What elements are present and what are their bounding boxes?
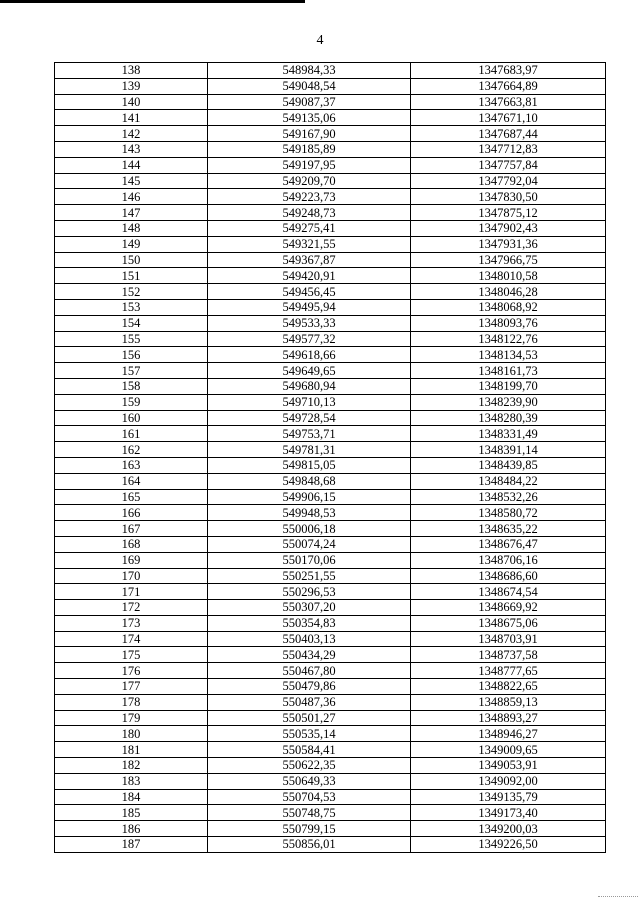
x-coordinate-cell: 550501,27: [208, 710, 411, 726]
point-number-cell: 151: [55, 268, 208, 284]
y-coordinate-cell: 1348391,14: [411, 442, 606, 458]
x-coordinate-cell: 550074,24: [208, 536, 411, 552]
x-coordinate-cell: 549906,15: [208, 489, 411, 505]
table-row: [55, 679, 606, 695]
table-row: [55, 315, 606, 331]
y-coordinate-cell: 1347757,84: [411, 157, 606, 173]
y-coordinate-cell: 1347671,10: [411, 110, 606, 126]
x-coordinate-cell: 549185,89: [208, 141, 411, 157]
y-coordinate-cell: 1348777,65: [411, 663, 606, 679]
point-number-cell: 156: [55, 347, 208, 363]
point-number-cell: 155: [55, 331, 208, 347]
x-coordinate-cell: 549223,73: [208, 189, 411, 205]
x-coordinate-cell: 550307,20: [208, 600, 411, 616]
table-row: [55, 378, 606, 394]
x-coordinate-cell: 549275,41: [208, 220, 411, 236]
x-coordinate-cell: 550403,13: [208, 631, 411, 647]
y-coordinate-cell: 1347683,97: [411, 63, 606, 79]
x-coordinate-cell: 550856,01: [208, 837, 411, 853]
y-coordinate-cell: 1348706,16: [411, 552, 606, 568]
point-number-cell: 161: [55, 426, 208, 442]
x-coordinate-cell: 550354,83: [208, 615, 411, 631]
point-number-cell: 181: [55, 742, 208, 758]
x-coordinate-cell: 549495,94: [208, 299, 411, 315]
coordinates-table: [54, 62, 606, 853]
point-number-cell: 142: [55, 126, 208, 142]
table-row: [55, 331, 606, 347]
x-coordinate-cell: 549753,71: [208, 426, 411, 442]
y-coordinate-cell: 1348737,58: [411, 647, 606, 663]
table-row: [55, 94, 606, 110]
x-coordinate-cell: 550296,53: [208, 584, 411, 600]
y-coordinate-cell: 1347931,36: [411, 236, 606, 252]
table-row: [55, 236, 606, 252]
x-coordinate-cell: 549649,65: [208, 363, 411, 379]
y-coordinate-cell: 1349092,00: [411, 773, 606, 789]
point-number-cell: 184: [55, 789, 208, 805]
table-row: [55, 663, 606, 679]
y-coordinate-cell: 1348093,76: [411, 315, 606, 331]
y-coordinate-cell: 1348676,47: [411, 536, 606, 552]
table-row: [55, 394, 606, 410]
y-coordinate-cell: 1349226,50: [411, 837, 606, 853]
y-coordinate-cell: 1348161,73: [411, 363, 606, 379]
table-row: [55, 521, 606, 537]
table-row: [55, 742, 606, 758]
point-number-cell: 140: [55, 94, 208, 110]
table-row: [55, 410, 606, 426]
x-coordinate-cell: 549197,95: [208, 157, 411, 173]
table-row: [55, 710, 606, 726]
y-coordinate-cell: 1348046,28: [411, 284, 606, 300]
table-row: [55, 568, 606, 584]
point-number-cell: 185: [55, 805, 208, 821]
table-row: [55, 268, 606, 284]
y-coordinate-cell: 1348703,91: [411, 631, 606, 647]
point-number-cell: 163: [55, 457, 208, 473]
y-coordinate-cell: 1347830,50: [411, 189, 606, 205]
table-row: [55, 647, 606, 663]
y-coordinate-cell: 1348280,39: [411, 410, 606, 426]
table-row: [55, 773, 606, 789]
y-coordinate-cell: 1348199,70: [411, 378, 606, 394]
table-row: [55, 173, 606, 189]
y-coordinate-cell: 1348532,26: [411, 489, 606, 505]
x-coordinate-cell: 549533,33: [208, 315, 411, 331]
table-row: [55, 552, 606, 568]
y-coordinate-cell: 1348669,92: [411, 600, 606, 616]
table-row: [55, 63, 606, 79]
point-number-cell: 169: [55, 552, 208, 568]
point-number-cell: 178: [55, 694, 208, 710]
point-number-cell: 159: [55, 394, 208, 410]
table-row: [55, 426, 606, 442]
page-number: 4: [316, 33, 324, 48]
x-coordinate-cell: 549815,05: [208, 457, 411, 473]
point-number-cell: 167: [55, 521, 208, 537]
y-coordinate-cell: 1347687,44: [411, 126, 606, 142]
table-row: [55, 631, 606, 647]
x-coordinate-cell: 550170,06: [208, 552, 411, 568]
x-coordinate-cell: 549209,70: [208, 173, 411, 189]
point-number-cell: 139: [55, 78, 208, 94]
point-number-cell: 152: [55, 284, 208, 300]
point-number-cell: 158: [55, 378, 208, 394]
y-coordinate-cell: 1348686,60: [411, 568, 606, 584]
table-row: [55, 726, 606, 742]
y-coordinate-cell: 1348439,85: [411, 457, 606, 473]
y-coordinate-cell: 1347902,43: [411, 220, 606, 236]
point-number-cell: 148: [55, 220, 208, 236]
y-coordinate-cell: 1348068,92: [411, 299, 606, 315]
point-number-cell: 149: [55, 236, 208, 252]
table-row: [55, 821, 606, 837]
table-row: [55, 110, 606, 126]
x-coordinate-cell: 549680,94: [208, 378, 411, 394]
header-rule: [0, 0, 305, 3]
x-coordinate-cell: 549577,32: [208, 331, 411, 347]
y-coordinate-cell: 1348675,06: [411, 615, 606, 631]
table-row: [55, 489, 606, 505]
table-row: [55, 615, 606, 631]
point-number-cell: 150: [55, 252, 208, 268]
point-number-cell: 154: [55, 315, 208, 331]
point-number-cell: 174: [55, 631, 208, 647]
y-coordinate-cell: 1348484,22: [411, 473, 606, 489]
table-row: [55, 78, 606, 94]
point-number-cell: 144: [55, 157, 208, 173]
x-coordinate-cell: 550487,36: [208, 694, 411, 710]
y-coordinate-cell: 1348010,58: [411, 268, 606, 284]
point-number-cell: 175: [55, 647, 208, 663]
table-row: [55, 141, 606, 157]
point-number-cell: 168: [55, 536, 208, 552]
table-row: [55, 805, 606, 821]
table-row: [55, 363, 606, 379]
point-number-cell: 171: [55, 584, 208, 600]
table-row: [55, 584, 606, 600]
point-number-cell: 170: [55, 568, 208, 584]
y-coordinate-cell: 1348134,53: [411, 347, 606, 363]
y-coordinate-cell: 1348893,27: [411, 710, 606, 726]
y-coordinate-cell: 1347875,12: [411, 205, 606, 221]
scan-mark: [598, 895, 638, 897]
table-row: [55, 837, 606, 853]
x-coordinate-cell: 549135,06: [208, 110, 411, 126]
y-coordinate-cell: 1348239,90: [411, 394, 606, 410]
point-number-cell: 165: [55, 489, 208, 505]
x-coordinate-cell: 550535,14: [208, 726, 411, 742]
x-coordinate-cell: 550251,55: [208, 568, 411, 584]
x-coordinate-cell: 549781,31: [208, 442, 411, 458]
y-coordinate-cell: 1349009,65: [411, 742, 606, 758]
coordinates-table-body: [55, 63, 606, 853]
x-coordinate-cell: 550704,53: [208, 789, 411, 805]
y-coordinate-cell: 1349135,79: [411, 789, 606, 805]
point-number-cell: 180: [55, 726, 208, 742]
y-coordinate-cell: 1347792,04: [411, 173, 606, 189]
table-row: [55, 758, 606, 774]
point-number-cell: 183: [55, 773, 208, 789]
x-coordinate-cell: 549728,54: [208, 410, 411, 426]
point-number-cell: 166: [55, 505, 208, 521]
x-coordinate-cell: 549367,87: [208, 252, 411, 268]
x-coordinate-cell: 549848,68: [208, 473, 411, 489]
table-row: [55, 442, 606, 458]
point-number-cell: 173: [55, 615, 208, 631]
y-coordinate-cell: 1347663,81: [411, 94, 606, 110]
x-coordinate-cell: 549456,45: [208, 284, 411, 300]
table-row: [55, 347, 606, 363]
x-coordinate-cell: 550584,41: [208, 742, 411, 758]
table-row: [55, 189, 606, 205]
point-number-cell: 187: [55, 837, 208, 853]
point-number-cell: 147: [55, 205, 208, 221]
point-number-cell: 143: [55, 141, 208, 157]
x-coordinate-cell: 550434,29: [208, 647, 411, 663]
y-coordinate-cell: 1349200,03: [411, 821, 606, 837]
x-coordinate-cell: 549618,66: [208, 347, 411, 363]
table-row: [55, 299, 606, 315]
table-row: [55, 205, 606, 221]
x-coordinate-cell: 550799,15: [208, 821, 411, 837]
x-coordinate-cell: 550649,33: [208, 773, 411, 789]
table-row: [55, 457, 606, 473]
y-coordinate-cell: 1349053,91: [411, 758, 606, 774]
table-row: [55, 505, 606, 521]
point-number-cell: 153: [55, 299, 208, 315]
point-number-cell: 162: [55, 442, 208, 458]
x-coordinate-cell: 549048,54: [208, 78, 411, 94]
x-coordinate-cell: 550467,80: [208, 663, 411, 679]
table-row: [55, 536, 606, 552]
point-number-cell: 182: [55, 758, 208, 774]
table-row: [55, 694, 606, 710]
y-coordinate-cell: 1348635,22: [411, 521, 606, 537]
y-coordinate-cell: 1347966,75: [411, 252, 606, 268]
table-row: [55, 473, 606, 489]
x-coordinate-cell: 549948,53: [208, 505, 411, 521]
point-number-cell: 160: [55, 410, 208, 426]
x-coordinate-cell: 549087,37: [208, 94, 411, 110]
y-coordinate-cell: 1349173,40: [411, 805, 606, 821]
point-number-cell: 176: [55, 663, 208, 679]
point-number-cell: 145: [55, 173, 208, 189]
point-number-cell: 141: [55, 110, 208, 126]
table-row: [55, 284, 606, 300]
point-number-cell: 177: [55, 679, 208, 695]
table-row: [55, 220, 606, 236]
y-coordinate-cell: 1347664,89: [411, 78, 606, 94]
table-row: [55, 789, 606, 805]
point-number-cell: 146: [55, 189, 208, 205]
x-coordinate-cell: 549321,55: [208, 236, 411, 252]
point-number-cell: 186: [55, 821, 208, 837]
x-coordinate-cell: 548984,33: [208, 63, 411, 79]
table-row: [55, 600, 606, 616]
x-coordinate-cell: 550622,35: [208, 758, 411, 774]
x-coordinate-cell: 549420,91: [208, 268, 411, 284]
point-number-cell: 179: [55, 710, 208, 726]
point-number-cell: 172: [55, 600, 208, 616]
x-coordinate-cell: 549710,13: [208, 394, 411, 410]
y-coordinate-cell: 1348946,27: [411, 726, 606, 742]
x-coordinate-cell: 549167,90: [208, 126, 411, 142]
point-number-cell: 138: [55, 63, 208, 79]
y-coordinate-cell: 1348674,54: [411, 584, 606, 600]
x-coordinate-cell: 550006,18: [208, 521, 411, 537]
table-row: [55, 157, 606, 173]
y-coordinate-cell: 1348331,49: [411, 426, 606, 442]
y-coordinate-cell: 1348822,65: [411, 679, 606, 695]
y-coordinate-cell: 1348122,76: [411, 331, 606, 347]
y-coordinate-cell: 1348859,13: [411, 694, 606, 710]
point-number-cell: 157: [55, 363, 208, 379]
x-coordinate-cell: 550748,75: [208, 805, 411, 821]
table-row: [55, 252, 606, 268]
y-coordinate-cell: 1347712,83: [411, 141, 606, 157]
y-coordinate-cell: 1348580,72: [411, 505, 606, 521]
point-number-cell: 164: [55, 473, 208, 489]
x-coordinate-cell: 549248,73: [208, 205, 411, 221]
x-coordinate-cell: 550479,86: [208, 679, 411, 695]
table-row: [55, 126, 606, 142]
